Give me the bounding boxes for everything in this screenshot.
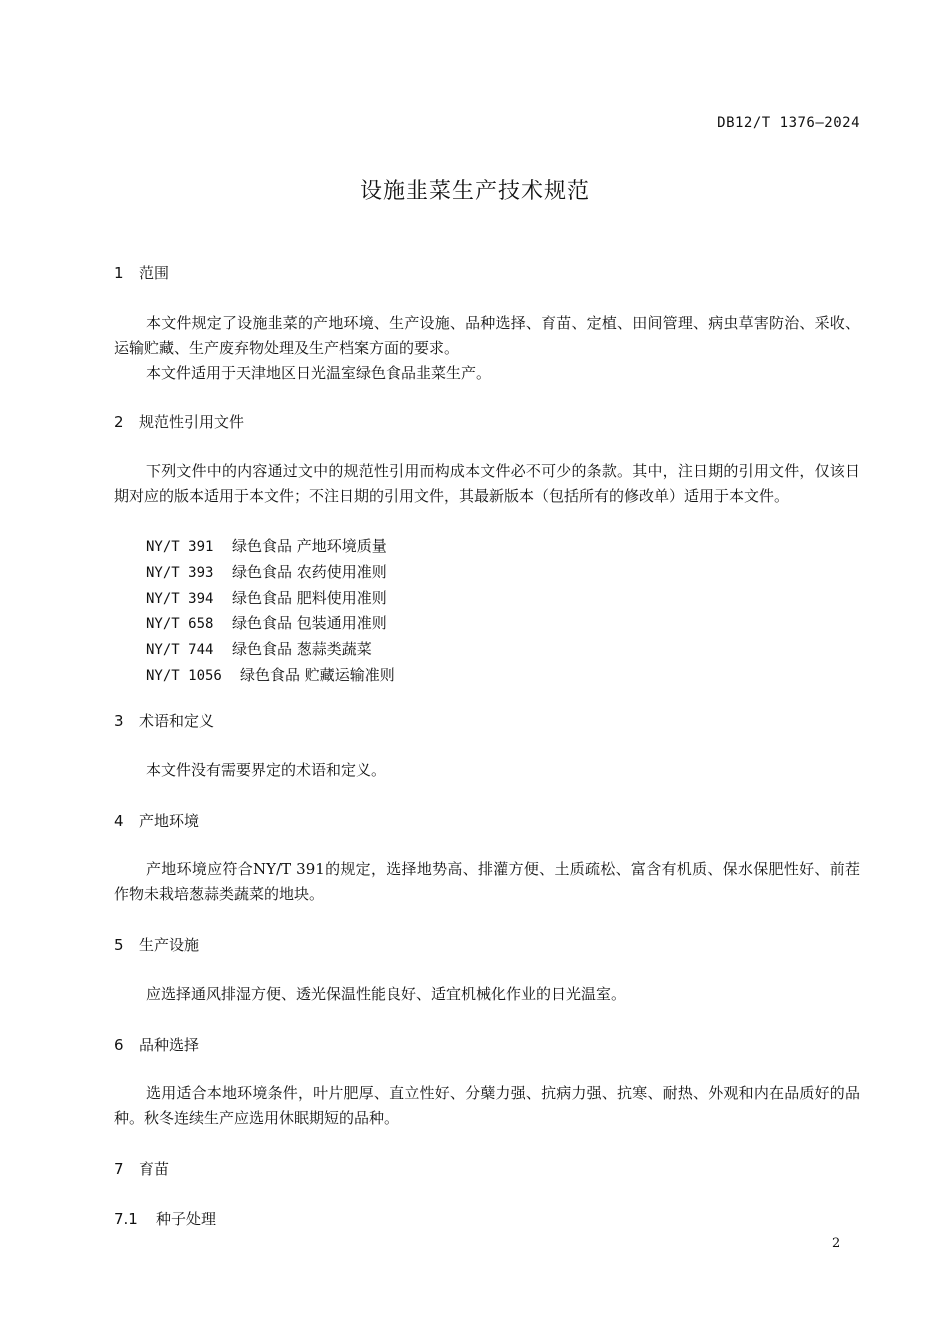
reference-name: 绿色食品 产地环境质量 (232, 537, 387, 555)
section-title: 范围 (139, 264, 170, 282)
section-heading-5 (114, 934, 199, 955)
reference-code: NY/T 394 (146, 590, 214, 607)
section-heading-2 (114, 411, 244, 432)
reference-item (146, 586, 395, 612)
reference-name: 绿色食品 贮藏运输准则 (240, 665, 395, 684)
paragraph: 本文件规定了设施韭菜的产地环境、生产设施、品种选择、育苗、定植、田间管理、病虫草害防治、采收、运输贮藏、生产废弃物处理及生产档案方面的要求。 (114, 314, 860, 357)
section-heading-7 (114, 1158, 169, 1179)
section-title: 育苗 (139, 1160, 170, 1178)
reference-code: NY/T 658 (146, 616, 214, 633)
section-title: 产地环境 (139, 812, 200, 830)
section-heading-6 (114, 1034, 199, 1055)
section-heading-1 (114, 262, 169, 283)
reference-item (146, 663, 395, 689)
reference-code: NY/T 744 (146, 642, 214, 659)
section-heading-3 (114, 710, 214, 731)
reference-name: 绿色食品 农药使用准则 (232, 562, 387, 581)
subsection-title: 种子处理 (156, 1210, 217, 1228)
reference-name: 绿色食品 葱蒜类蔬菜 (232, 640, 372, 659)
section-3-body (114, 758, 860, 783)
section-number: 5 (114, 936, 124, 954)
paragraph: 本文件没有需要界定的术语和定义。 (146, 761, 387, 779)
page-number: 2 (832, 1236, 841, 1251)
reference-name: 绿色食品 包装通用准则 (232, 614, 387, 633)
reference-code: NY/T 393 (146, 564, 214, 581)
section-2-body (114, 459, 860, 509)
reference-item (146, 560, 395, 586)
document-title: 设施韭菜生产技术规范 (359, 179, 590, 204)
reference-item (146, 611, 395, 637)
paragraph: 下列文件中的内容通过文中的规范性引用而构成本文件必不可少的条款。其中，注日期的引用文件，仅该日期对应的版本适用于本文件；不注日期的引用文件，其最新版本（包括所有的修改单）适用于本文件。 (114, 462, 860, 505)
reference-name: 绿色食品 肥料使用准则 (232, 588, 387, 607)
paragraph: 应选择通风排湿方便、透光保温性能良好、适宜机械化作业的日光温室。 (146, 985, 627, 1003)
section-title: 品种选择 (139, 1036, 200, 1054)
section-number: 4 (114, 812, 124, 830)
section-heading-4 (114, 810, 199, 831)
subsection-number: 7.1 (114, 1210, 138, 1228)
section-title: 规范性引用文件 (139, 413, 245, 431)
paragraph: 本文件适用于天津地区日光温室绿色食品韭菜生产。 (146, 364, 492, 382)
reference-item (146, 534, 395, 560)
section-title: 生产设施 (139, 936, 200, 954)
paragraph: 选用适合本地环境条件，叶片肥厚、直立性好、分蘖力强、抗病力强、抗寒、耐热、外观和内在品质好的品种。秋冬连续生产应选用休眠期短的品种。 (114, 1084, 860, 1127)
reference-item (146, 637, 395, 663)
section-title: 术语和定义 (139, 712, 215, 730)
reference-code: NY/T 1056 (146, 667, 222, 684)
section-number: 2 (114, 413, 124, 431)
section-number: 7 (114, 1160, 124, 1178)
reference-code: NY/T 391 (146, 539, 214, 555)
section-1-body (114, 311, 860, 386)
section-number: 6 (114, 1036, 124, 1054)
section-number: 1 (114, 264, 124, 282)
paragraph: 产地环境应符合NY/T 391的规定，选择地势高、排灌方便、土质疏松、富含有机质、保水保肥性好、前茬作物未栽培葱蒜类蔬菜的地块。 (114, 860, 860, 903)
subsection-heading-7-1 (114, 1208, 216, 1229)
section-number: 3 (114, 712, 124, 730)
section-5-body (114, 982, 860, 1007)
document-code: DB12/T 1376—2024 (717, 115, 860, 131)
section-4-body (114, 857, 860, 907)
reference-list (146, 534, 395, 689)
section-6-body (114, 1081, 860, 1131)
